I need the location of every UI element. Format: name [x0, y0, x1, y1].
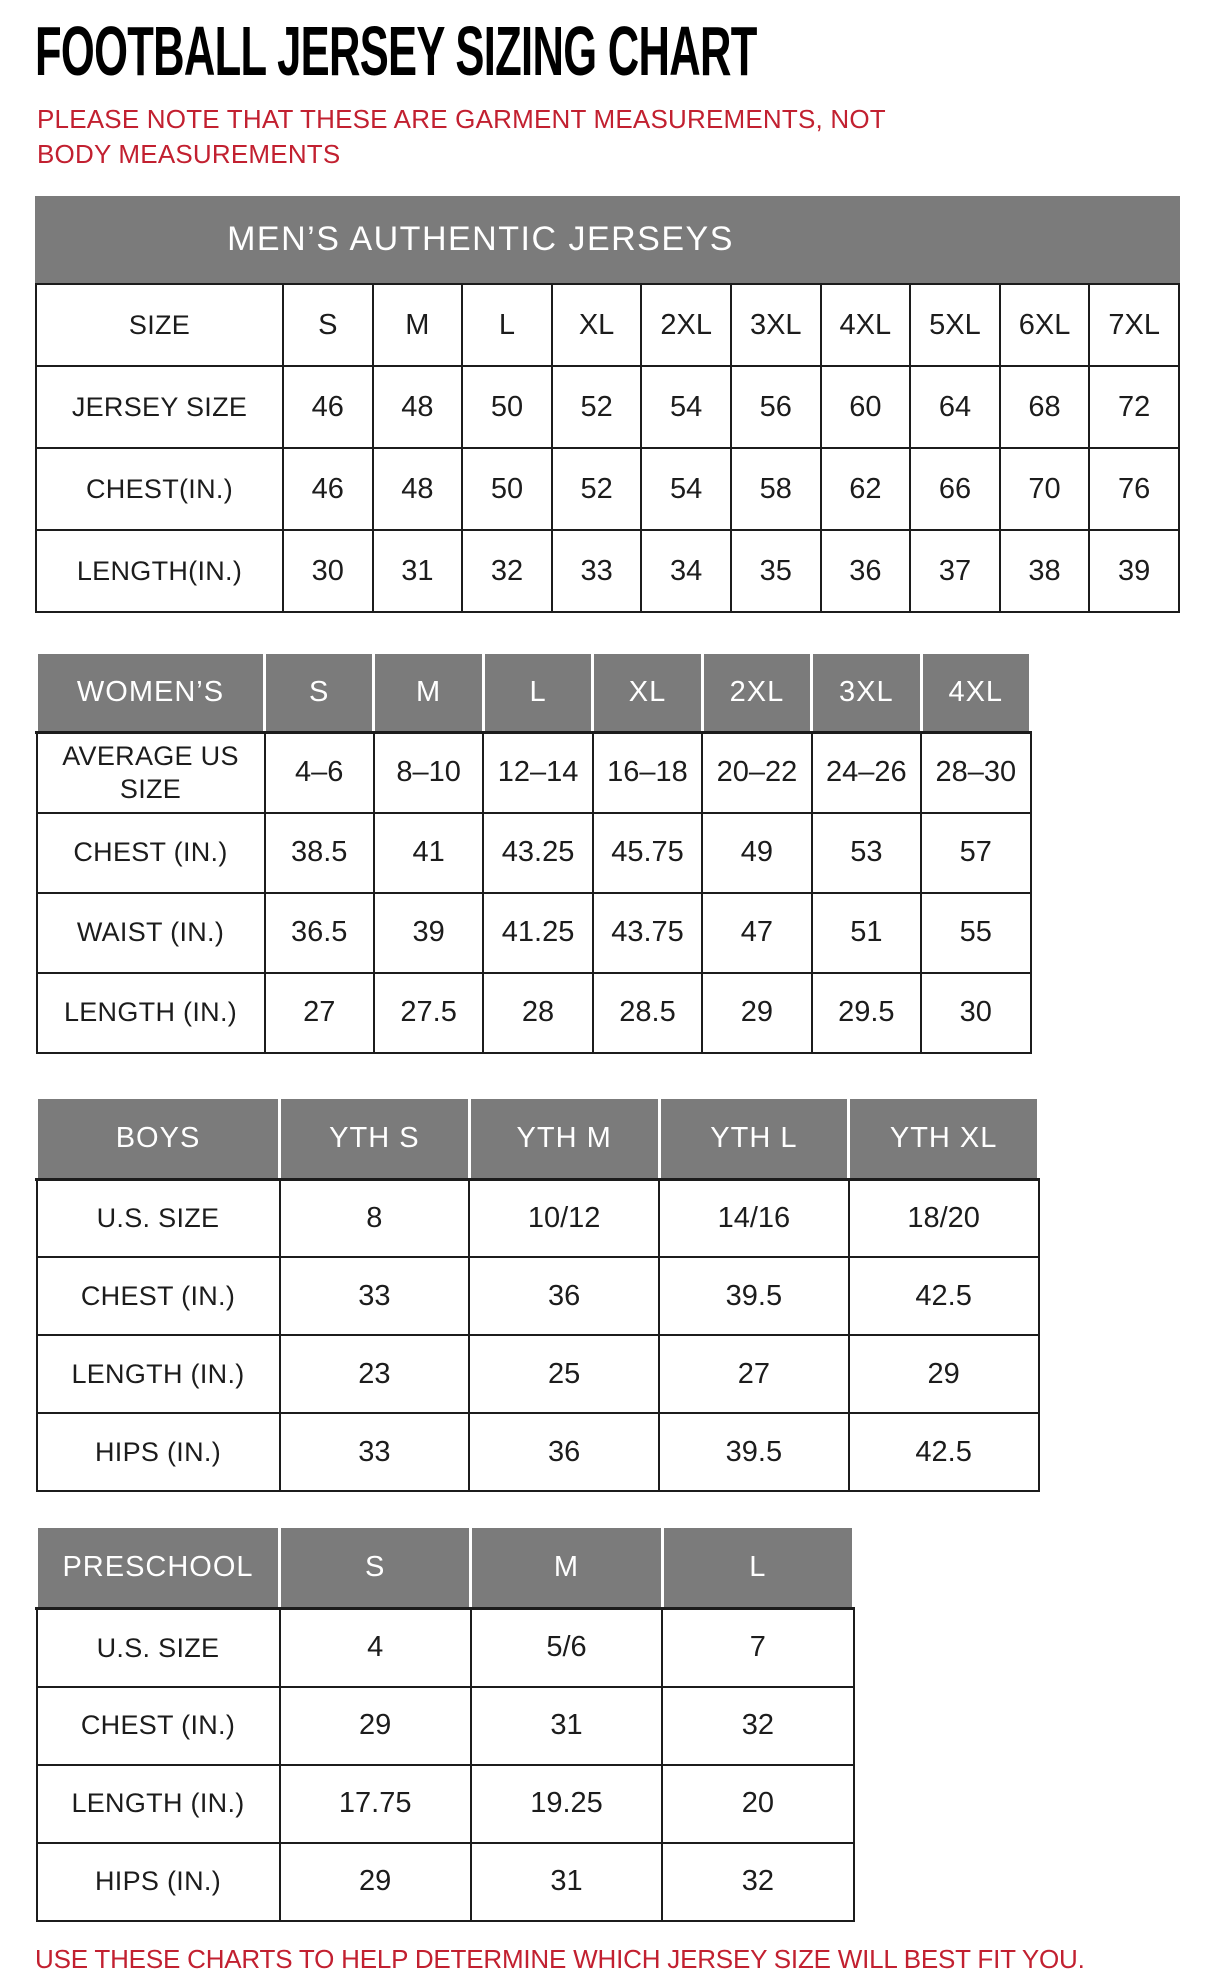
- womens-value-cell: 20–22: [702, 733, 811, 813]
- mens-value-cell: 68: [1000, 366, 1090, 448]
- mens-value-cell: 33: [552, 530, 642, 612]
- womens-value-cell: 53: [812, 813, 921, 893]
- womens-value-cell: 8–10: [374, 733, 483, 813]
- womens-value-cell: 2XL: [702, 653, 811, 733]
- mens-value-cell: S: [283, 284, 373, 366]
- mens-value-cell: 60: [821, 366, 911, 448]
- preschool-table: [35, 1525, 1185, 1922]
- mens-value-cell: 30: [283, 530, 373, 612]
- preschool-value-cell: 5/6: [471, 1609, 662, 1687]
- womens-value-cell: 12–14: [483, 733, 592, 813]
- mens-data-row: [36, 530, 1179, 612]
- mens-value-cell: 54: [641, 366, 731, 448]
- preschool-value-cell: 19.25: [471, 1765, 662, 1843]
- mens-value-cell: 7XL: [1089, 284, 1179, 366]
- mens-value-cell: 64: [910, 366, 1000, 448]
- womens-value-cell: 41.25: [483, 893, 592, 973]
- boys-value-cell: 27: [659, 1335, 849, 1413]
- womens-value-cell: 55: [921, 893, 1030, 973]
- womens-value-cell: 16–18: [593, 733, 702, 813]
- womens-value-cell: 30: [921, 973, 1030, 1053]
- garment-measurements-note: PLEASE NOTE THAT THESE ARE GARMENT MEASUREMENTS, NOT BODY MEASUREMENTS: [37, 104, 886, 169]
- mens-value-cell: 36: [821, 530, 911, 612]
- womens-row-label-cell: WOMEN’S: [37, 653, 265, 733]
- preschool-row-label-cell: CHEST (IN.): [37, 1687, 280, 1765]
- womens-value-cell: 29.5: [812, 973, 921, 1053]
- womens-value-cell: 43.75: [593, 893, 702, 973]
- womens-value-cell: 28: [483, 973, 592, 1053]
- womens-row-label-cell: AVERAGE US SIZE: [37, 733, 265, 813]
- boys-value-cell: 39.5: [659, 1257, 849, 1335]
- mens-value-cell: 50: [462, 366, 552, 448]
- preschool-data-row: [37, 1609, 854, 1687]
- mens-value-cell: 56: [731, 366, 821, 448]
- preschool-row-label-cell: LENGTH (IN.): [37, 1765, 280, 1843]
- mens-value-cell: 58: [731, 448, 821, 530]
- womens-data-row: [37, 733, 1031, 813]
- mens-value-cell: 31: [373, 530, 463, 612]
- boys-value-cell: 36: [469, 1413, 659, 1491]
- womens-value-cell: 4–6: [265, 733, 374, 813]
- womens-value-cell: 51: [812, 893, 921, 973]
- boys-row-label-cell: U.S. SIZE: [37, 1179, 280, 1257]
- boys-value-cell: 36: [469, 1257, 659, 1335]
- womens-row-label-cell: WAIST (IN.): [37, 893, 265, 973]
- mens-data-row: [36, 366, 1179, 448]
- boys-row-label-cell: HIPS (IN.): [37, 1413, 280, 1491]
- page-title-wrap: [35, 12, 1185, 90]
- boys-row-label-cell: LENGTH (IN.): [37, 1335, 280, 1413]
- womens-value-cell: 24–26: [812, 733, 921, 813]
- preschool-value-cell: 29: [280, 1687, 471, 1765]
- mens-value-cell: 38: [1000, 530, 1090, 612]
- mens-value-cell: 72: [1089, 366, 1179, 448]
- boys-data-row: [37, 1179, 1039, 1257]
- preschool-row-label-cell: HIPS (IN.): [37, 1843, 280, 1921]
- womens-header-row: [37, 653, 1031, 733]
- preschool-value-cell: 4: [280, 1609, 471, 1687]
- mens-value-cell: 62: [821, 448, 911, 530]
- mens-value-cell: 48: [373, 366, 463, 448]
- boys-table: [35, 1096, 1185, 1493]
- boys-value-cell: 14/16: [659, 1179, 849, 1257]
- preschool-row-label-cell: U.S. SIZE: [37, 1609, 280, 1687]
- boys-value-cell: 29: [849, 1335, 1039, 1413]
- boys-value-cell: 33: [280, 1257, 470, 1335]
- boys-value-cell: 39.5: [659, 1413, 849, 1491]
- preschool-value-cell: 31: [471, 1843, 662, 1921]
- mens-value-cell: 54: [641, 448, 731, 530]
- footer-note: USE THESE CHARTS TO HELP DETERMINE WHICH JERSEY SIZE WILL BEST FIT YOU.: [35, 1943, 1085, 1974]
- mens-value-cell: 50: [462, 448, 552, 530]
- mens-value-cell: 66: [910, 448, 1000, 530]
- preschool-data-row: [37, 1765, 854, 1843]
- preschool-table-grid: [35, 1525, 855, 1922]
- preschool-value-cell: 32: [662, 1687, 853, 1765]
- mens-header-row: [36, 284, 1179, 366]
- boys-value-cell: YTH XL: [849, 1097, 1039, 1179]
- boys-value-cell: 42.5: [849, 1257, 1039, 1335]
- womens-data-row: [37, 813, 1031, 893]
- boys-value-cell: 33: [280, 1413, 470, 1491]
- preschool-value-cell: M: [471, 1527, 662, 1609]
- mens-value-cell: 6XL: [1000, 284, 1090, 366]
- preschool-value-cell: 29: [280, 1843, 471, 1921]
- mens-value-cell: M: [373, 284, 463, 366]
- boys-value-cell: 23: [280, 1335, 470, 1413]
- preschool-value-cell: 32: [662, 1843, 853, 1921]
- womens-value-cell: 45.75: [593, 813, 702, 893]
- mens-row-label-cell: JERSEY SIZE: [36, 366, 283, 448]
- preschool-value-cell: 17.75: [280, 1765, 471, 1843]
- womens-value-cell: 3XL: [812, 653, 921, 733]
- boys-value-cell: 25: [469, 1335, 659, 1413]
- womens-value-cell: 27: [265, 973, 374, 1053]
- womens-value-cell: 28–30: [921, 733, 1030, 813]
- womens-value-cell: 28.5: [593, 973, 702, 1053]
- boys-value-cell: 18/20: [849, 1179, 1039, 1257]
- boys-value-cell: YTH S: [280, 1097, 470, 1179]
- mens-value-cell: 37: [910, 530, 1000, 612]
- page-title: FOOTBALL JERSEY SIZING CHART: [35, 12, 757, 90]
- preschool-data-row: [37, 1843, 854, 1921]
- mens-value-cell: 32: [462, 530, 552, 612]
- mens-value-cell: 76: [1089, 448, 1179, 530]
- womens-row-label-cell: CHEST (IN.): [37, 813, 265, 893]
- mens-value-cell: L: [462, 284, 552, 366]
- mens-value-cell: 34: [641, 530, 731, 612]
- mens-value-cell: 46: [283, 366, 373, 448]
- mens-table-grid: [35, 283, 1180, 613]
- boys-row-label-cell: CHEST (IN.): [37, 1257, 280, 1335]
- mens-value-cell: 5XL: [910, 284, 1000, 366]
- boys-value-cell: YTH M: [469, 1097, 659, 1179]
- womens-table-grid: [35, 651, 1032, 1054]
- boys-value-cell: YTH L: [659, 1097, 849, 1179]
- womens-value-cell: 43.25: [483, 813, 592, 893]
- preschool-value-cell: 7: [662, 1609, 853, 1687]
- womens-value-cell: 29: [702, 973, 811, 1053]
- womens-value-cell: 4XL: [921, 653, 1030, 733]
- mens-value-cell: XL: [552, 284, 642, 366]
- womens-value-cell: 38.5: [265, 813, 374, 893]
- womens-value-cell: 27.5: [374, 973, 483, 1053]
- womens-data-row: [37, 973, 1031, 1053]
- mens-value-cell: 46: [283, 448, 373, 530]
- womens-value-cell: L: [483, 653, 592, 733]
- womens-data-row: [37, 893, 1031, 973]
- preschool-row-label-cell: PRESCHOOL: [37, 1527, 280, 1609]
- womens-value-cell: 36.5: [265, 893, 374, 973]
- mens-value-cell: 52: [552, 366, 642, 448]
- preschool-value-cell: 20: [662, 1765, 853, 1843]
- mens-row-label-cell: SIZE: [36, 284, 283, 366]
- mens-value-cell: 70: [1000, 448, 1090, 530]
- boys-value-cell: 42.5: [849, 1413, 1039, 1491]
- mens-value-cell: 48: [373, 448, 463, 530]
- preschool-value-cell: 31: [471, 1687, 662, 1765]
- preschool-value-cell: L: [662, 1527, 853, 1609]
- womens-value-cell: M: [374, 653, 483, 733]
- mens-table-banner: MEN’S AUTHENTIC JERSEYS: [35, 196, 1180, 283]
- mens-value-cell: 52: [552, 448, 642, 530]
- boys-data-row: [37, 1257, 1039, 1335]
- preschool-value-cell: S: [280, 1527, 471, 1609]
- womens-value-cell: 47: [702, 893, 811, 973]
- mens-row-label-cell: LENGTH(IN.): [36, 530, 283, 612]
- boys-header-row: [37, 1097, 1039, 1179]
- womens-value-cell: 49: [702, 813, 811, 893]
- mens-authentic-jerseys-table: [35, 196, 1185, 613]
- womens-row-label-cell: LENGTH (IN.): [37, 973, 265, 1053]
- boys-value-cell: 10/12: [469, 1179, 659, 1257]
- mens-row-label-cell: CHEST(IN.): [36, 448, 283, 530]
- preschool-data-row: [37, 1687, 854, 1765]
- boys-value-cell: 8: [280, 1179, 470, 1257]
- mens-value-cell: 39: [1089, 530, 1179, 612]
- boys-row-label-cell: BOYS: [37, 1097, 280, 1179]
- preschool-header-row: [37, 1527, 854, 1609]
- boys-table-grid: [35, 1096, 1040, 1493]
- mens-value-cell: 4XL: [821, 284, 911, 366]
- mens-value-cell: 35: [731, 530, 821, 612]
- boys-data-row: [37, 1335, 1039, 1413]
- womens-value-cell: S: [265, 653, 374, 733]
- womens-value-cell: XL: [593, 653, 702, 733]
- womens-value-cell: 39: [374, 893, 483, 973]
- womens-table: [35, 651, 1185, 1054]
- womens-value-cell: 41: [374, 813, 483, 893]
- womens-value-cell: 57: [921, 813, 1030, 893]
- mens-value-cell: 3XL: [731, 284, 821, 366]
- mens-value-cell: 2XL: [641, 284, 731, 366]
- boys-data-row: [37, 1413, 1039, 1491]
- mens-data-row: [36, 448, 1179, 530]
